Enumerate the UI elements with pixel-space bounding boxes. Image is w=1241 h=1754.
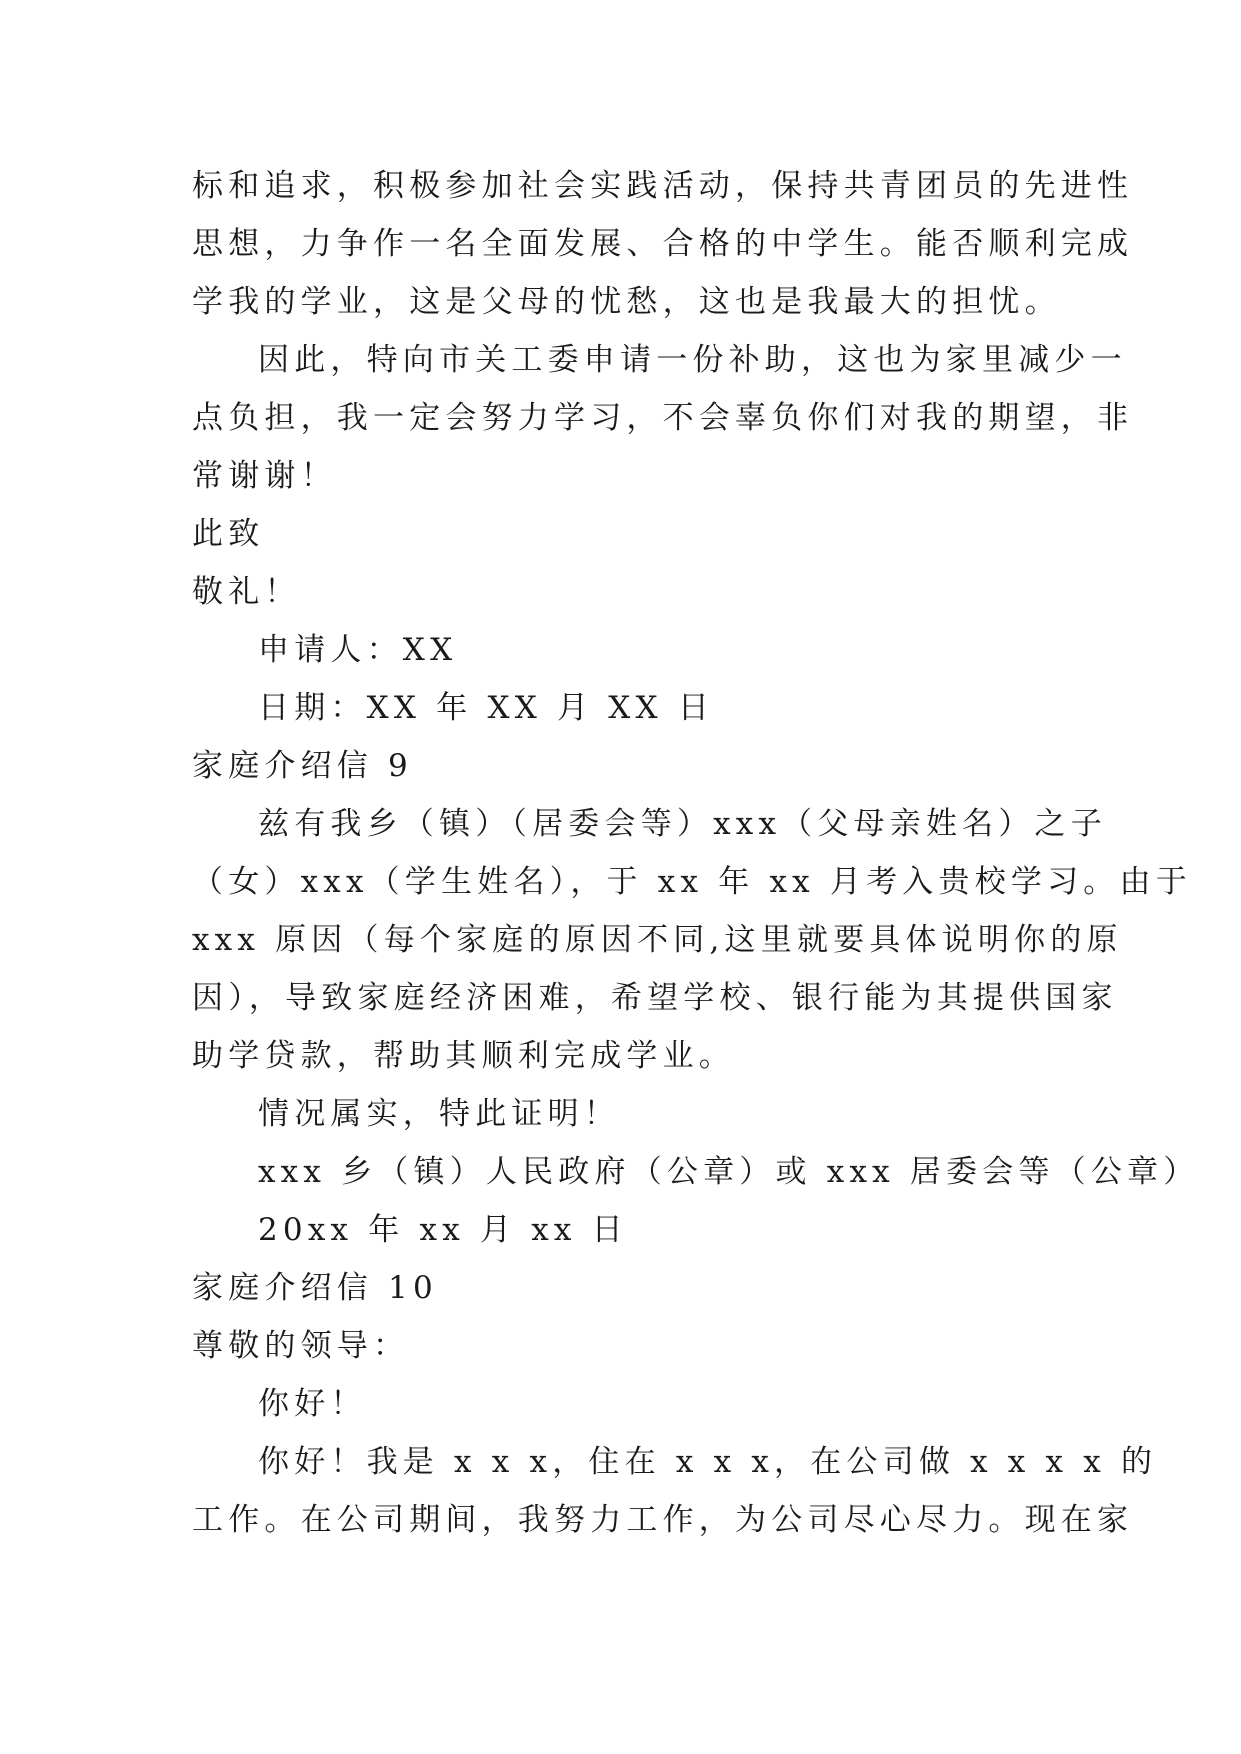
text-line: 思想，力争作一名全面发展、合格的中学生。能否顺利完成 — [192, 226, 1134, 262]
closing-salutation: 此致 — [192, 516, 265, 552]
text-line: 因），导致家庭经济困难，希望学校、银行能为其提供国家 — [192, 980, 1118, 1016]
date-line: 20xx 年 xx 月 xx 日 — [258, 1212, 628, 1248]
text-line: 工作。在公司期间，我努力工作，为公司尽心尽力。现在家 — [192, 1502, 1134, 1538]
text-line: 因此，特向市关工委申请一份补助，这也为家里减少一 — [258, 342, 1127, 378]
section-title: 家庭介绍信 9 — [192, 748, 413, 784]
text-line: 你好！我是 x x x，住在 x x x，在公司做 x x x x 的 — [258, 1444, 1158, 1480]
text-line: 标和追求，积极参加社会实践活动，保持共青团员的先进性 — [192, 168, 1134, 204]
text-line: 兹有我乡（镇）（居委会等）xxx（父母亲姓名）之子 — [258, 806, 1107, 842]
greeting-line: 尊敬的领导： — [192, 1328, 410, 1364]
text-line: xxx 原因（每个家庭的原因不同,这里就要具体说明你的原 — [192, 922, 1123, 958]
text-line: （女）xxx（学生姓名），于 xx 年 xx 月考入贵校学习。由于 — [192, 864, 1192, 900]
section-title: 家庭介绍信 10 — [192, 1270, 438, 1306]
text-line: 学我的学业，这是父母的忧愁，这也是我最大的担忧。 — [192, 284, 1061, 320]
text-line: 点负担，我一定会努力学习，不会辜负你们对我的期望，非 — [192, 400, 1134, 436]
date-line: 日期：XX 年 XX 月 XX 日 — [258, 690, 715, 726]
issuer-line: xxx 乡（镇）人民政府（公章）或 xxx 居委会等（公章） — [258, 1154, 1200, 1190]
applicant-signature: 申请人：XX — [258, 632, 458, 668]
text-line: 常谢谢！ — [192, 458, 337, 494]
closing-salutation: 敬礼！ — [192, 574, 301, 610]
greeting-line: 你好！ — [258, 1386, 367, 1422]
text-line: 情况属实，特此证明！ — [258, 1096, 620, 1132]
text-line: 助学贷款，帮助其顺利完成学业。 — [192, 1038, 735, 1074]
